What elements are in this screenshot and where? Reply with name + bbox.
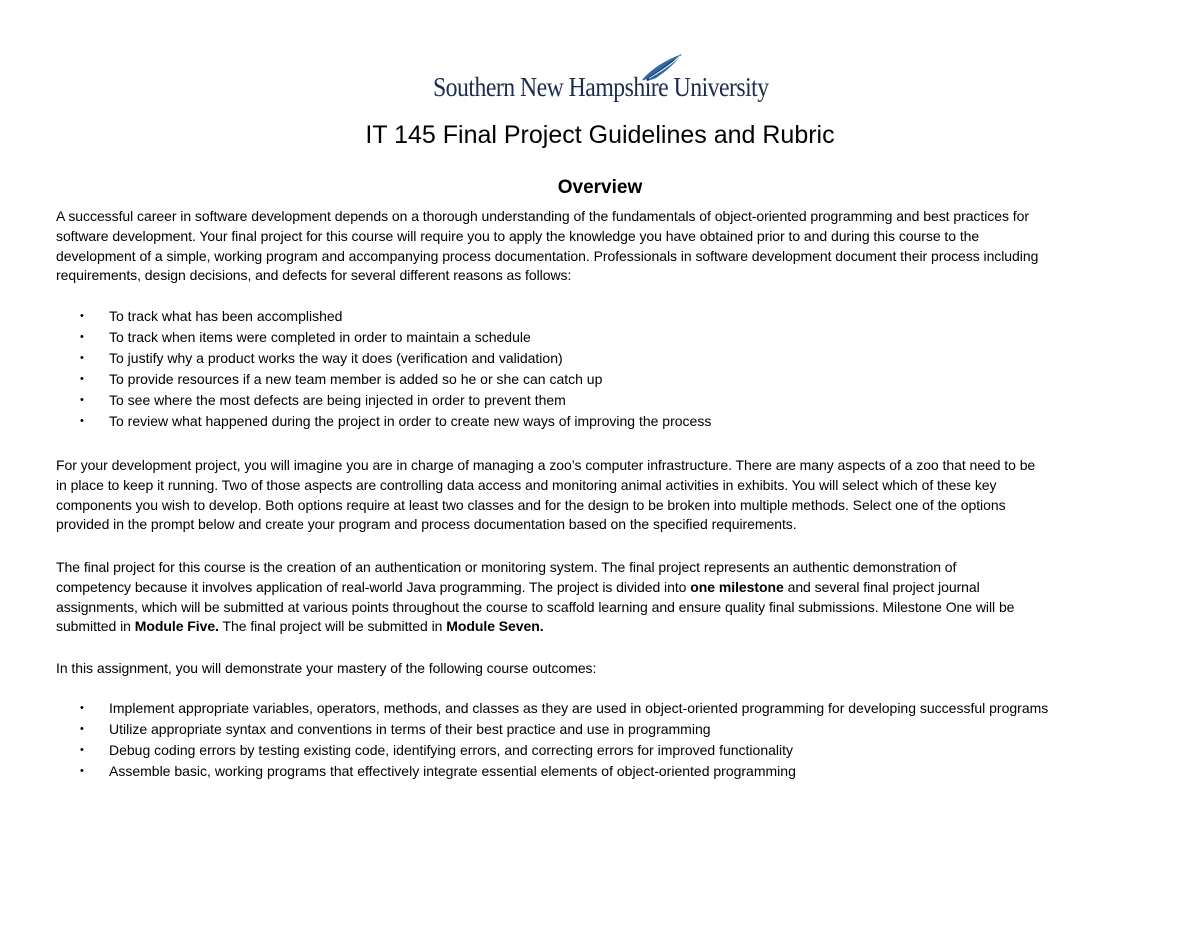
list-item [56,698,1156,719]
list-item-text: To justify why a product works the way it does (verification and validation) [109,350,563,366]
bullet: • [80,723,84,735]
final-line-text: The final project will be submitted in [218,618,447,635]
bullet: • [80,310,84,322]
intro-line: software development. Your final project for this course will require you to apply the knowledge you have obtained prior to and during this course to the [56,227,980,244]
list-item-text: Assemble basic, working programs that effectively integrate essential elements of object-oriented programming [109,763,796,779]
final-line-text: and several final project journal [783,578,980,595]
list-item [56,390,1156,411]
bullet: • [80,744,84,756]
final-line [56,578,1156,598]
list-item-text: To track when items were completed in order to maintain a schedule [109,329,531,345]
project-line: For your development project, you will imagine you are in charge of managing a zoo’s computer infrastructure. There are many aspects of a zoo that need to be [56,457,1036,473]
bullet: • [80,765,84,777]
list-item-text: To see where the most defects are being injected in order to prevent them [109,392,566,408]
list-item [56,348,1156,369]
section-heading-overview: Overview [557,177,643,198]
list-item [56,411,1156,432]
final-line: assignments, which will be submitted at various points throughout the course to scaffold learning and ensure quality final submissions. Milestone One will be [56,598,1015,615]
list-item [56,306,1156,327]
project-line: in place to keep it running. Two of those aspects are controlling data access and monitoring animal activities in exhibits. You will select which of these key [56,476,997,493]
outcomes-intro [56,659,1156,679]
final-project-paragraph [56,558,1156,637]
list-item-text: To track what has been accomplished [109,308,343,324]
list-item [56,740,1156,761]
bullet: • [80,702,84,714]
emphasis-module-five: Module Five. [134,618,219,635]
list-item-text: Debug coding errors by testing existing code, identifying errors, and correcting errors for improved functionality [109,742,793,758]
list-item [56,719,1156,740]
project-line: provided in the prompt below and create your program and process documentation based on the specified requirements. [56,516,797,533]
list-item-text: To review what happened during the project in order to create new ways of improving the process [109,413,712,429]
university-logo [430,50,775,108]
bullet: • [80,331,84,343]
list-item [56,761,1156,782]
reasons-list [56,306,1156,432]
final-line: The final project for this course is the creation of an authentication or monitoring system. The final project represents an authentic demonstration of [56,559,957,575]
university-name: Southern New Hampshire University [433,72,769,102]
page-title: IT 145 Final Project Guidelines and Rubric [365,121,835,149]
outcomes-list [56,698,1156,782]
project-paragraph [56,456,1156,535]
bullet: • [80,352,84,364]
intro-line: development of a simple, working program and accompanying process documentation. Professionals in software development document their process including [56,247,1039,264]
list-item [56,327,1156,348]
bullet: • [80,415,84,427]
list-item-text: To provide resources if a new team member is added so he or she can catch up [109,371,603,387]
emphasis-module-seven: Module Seven. [446,618,544,635]
final-line-text: competency because it involves application of real-world Java programming. The project is divided into [56,578,691,595]
list-item-text: Utilize appropriate syntax and conventions in terms of their best practice and use in programming [109,721,711,737]
project-line: components you wish to develop. Both options require at least two classes and for the design to be broken into multiple methods. Select one of the options [56,496,1006,513]
final-line [56,617,1156,637]
outcomes-intro-text: In this assignment, you will demonstrate your mastery of the following course outcomes: [56,660,597,676]
emphasis-one-milestone: one milestone [690,578,784,595]
bullet: • [80,394,84,406]
intro-line: A successful career in software development depends on a thorough understanding of the fundamentals of object-oriented programming and best practices for [56,208,1029,224]
bullet: • [80,373,84,385]
list-item-text: Implement appropriate variables, operators, methods, and classes as they are used in object-oriented programming for developing successful programs [109,700,1049,716]
intro-line: requirements, design decisions, and defects for several different reasons as follows: [56,267,572,284]
intro-paragraph [56,207,1156,286]
list-item [56,369,1156,390]
final-line-text: submitted in [56,618,135,635]
